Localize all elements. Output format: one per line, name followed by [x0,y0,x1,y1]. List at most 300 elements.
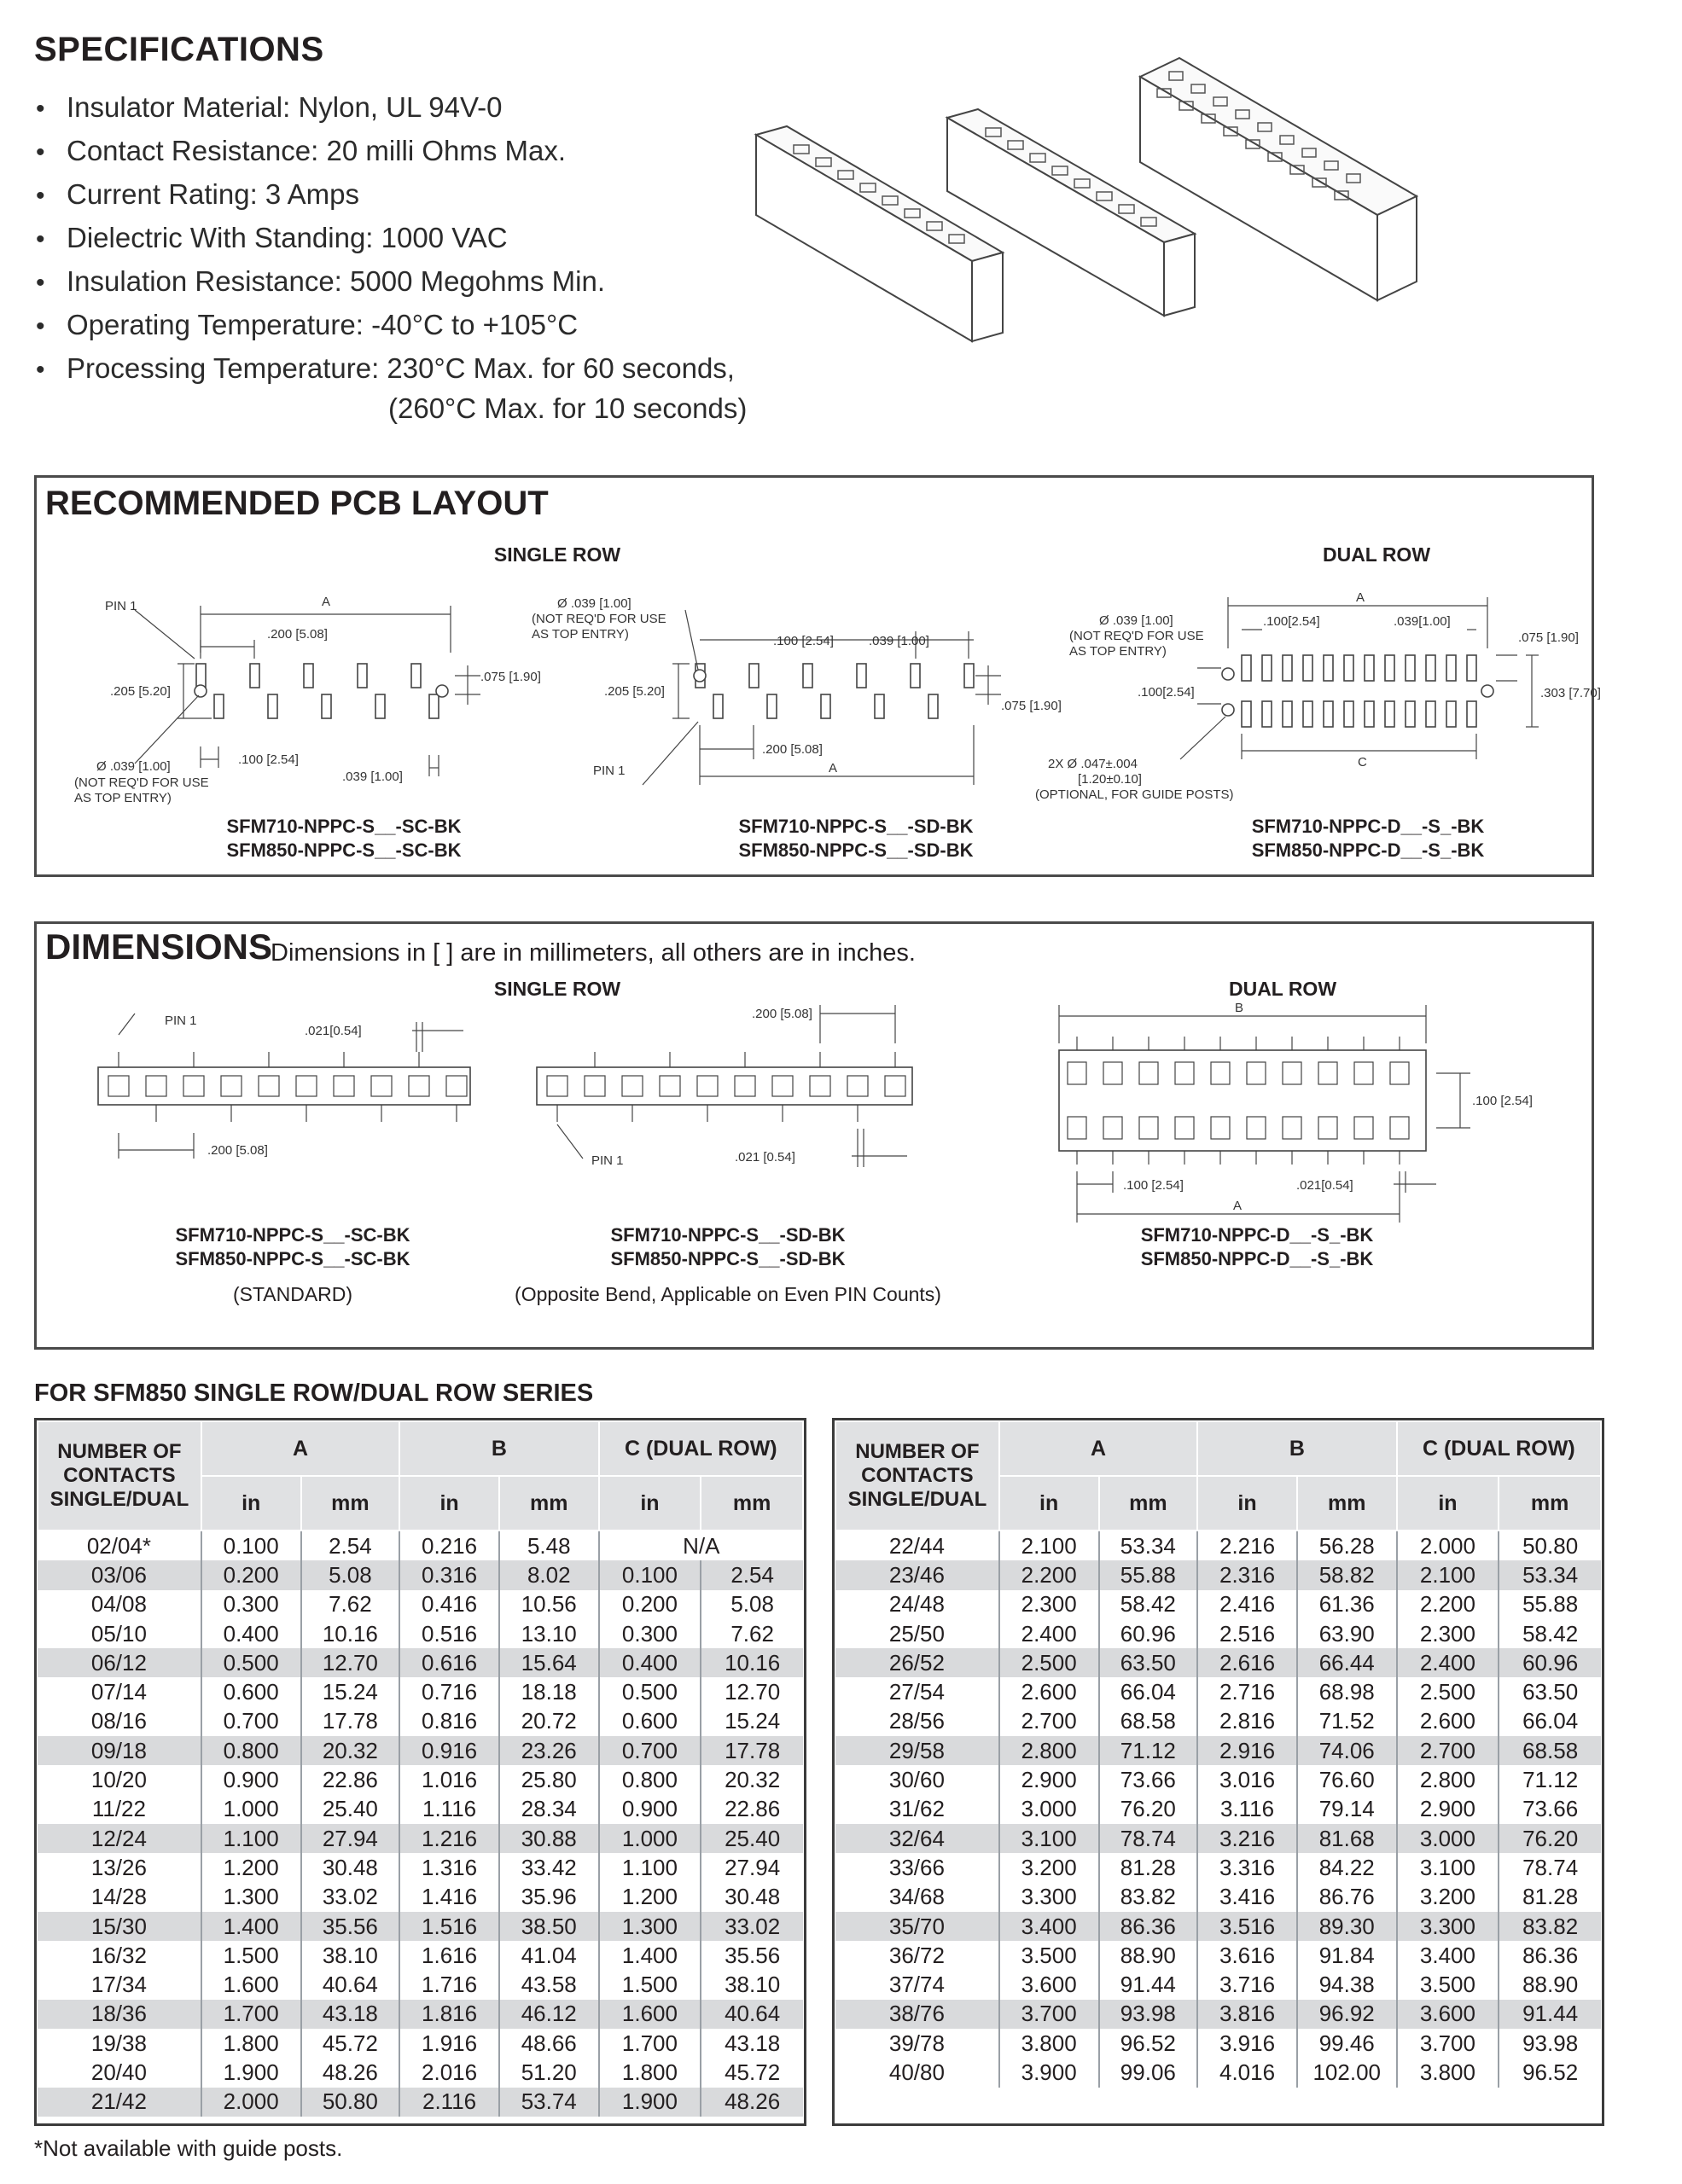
table-cell: 36/72 [888,1942,945,1968]
table-cell: 2.54 [701,1560,803,1589]
table-cell: 96.52 [1099,2029,1198,2058]
table-cell: 91.44 [1099,1970,1198,1999]
table-cell: 40.64 [301,1970,400,1999]
spec-item-text: Insulator Material: Nylon, UL 94V-0 [67,91,503,123]
left-header-c: C (DUAL ROW) [599,1421,803,1476]
table-cell: 50.80 [1499,1531,1601,1560]
table-cell: 10/20 [90,1767,147,1793]
table-cell: 94.38 [1297,1970,1397,1999]
table-cell: 2.416 [1197,1590,1297,1619]
right-header-b-mm: mm [1297,1476,1397,1531]
table-row [835,1648,1601,1677]
dim-d1-caption-2: SFM850-NPPC-S__-SC-BK [175,1248,410,1269]
table-cell: 78.74 [1499,1853,1601,1882]
right-header-c-mm: mm [1499,1476,1601,1531]
pcb-d1-pin1: PIN 1 [105,599,137,613]
table-cell: 60.96 [1499,1648,1601,1677]
table-cell: 12.70 [701,1677,803,1706]
table-cell: 66.44 [1297,1648,1397,1677]
table-cell: 2.400 [1397,1648,1499,1677]
table-cell: 41.04 [499,1941,599,1970]
table-cell: 2.900 [999,1765,1099,1794]
table-row [38,1648,803,1677]
table-cell: 18.18 [499,1677,599,1706]
pcb-layout-panel [34,475,1601,877]
table-cell: 3.500 [1397,1970,1499,1999]
table-cell: 48.26 [701,2088,803,2117]
left-header-b: B [399,1421,598,1476]
table-cell: 28.34 [499,1795,599,1824]
table-cell: 3.016 [1197,1765,1297,1794]
pcb-diagram-single-sd [532,596,1062,785]
dim-d3-dim-100: .100 [2.54] [1472,1094,1533,1108]
table-cell: 7.62 [701,1619,803,1648]
table-cell: 3.100 [1397,1853,1499,1882]
table-cell: 99.46 [1297,2029,1397,2058]
table-cell: 0.800 [599,1765,701,1794]
table-cell: 31/62 [888,1796,945,1822]
table-cell: 02/04* [86,1532,151,1559]
pcb-diagram-single-sc [74,595,541,805]
table-cell: 2.100 [999,1531,1099,1560]
dimensions-dual-row-label: DUAL ROW [1228,978,1337,1000]
table-row [835,2000,1601,2029]
table-cell: 38.10 [301,1941,400,1970]
table-row [38,1853,803,1882]
table-cell: 73.66 [1499,1795,1601,1824]
pcb-diagram-dual [1035,590,1601,802]
left-header-b-in: in [399,1476,499,1531]
table-cell: 63.50 [1499,1677,1601,1706]
table-cell: 73.66 [1099,1765,1198,1794]
table-cell: 45.72 [301,2029,400,2058]
table-cell: 12.70 [301,1648,400,1677]
left-spec-table [37,1420,804,2117]
table-footnote: *Not available with guide posts. [34,2135,343,2161]
table-cell: 1.800 [201,2029,301,2058]
bullet-icon: • [36,225,45,253]
table-row [38,1912,803,1941]
table-cell: 0.216 [399,1531,499,1560]
table-cell: 3.716 [1197,1970,1297,1999]
pcb-d3-dim-039: .039[1.00] [1394,614,1451,629]
dim-d1-dim-200: .200 [5.08] [207,1143,268,1158]
bullet-icon: • [36,95,45,123]
table-row [38,1941,803,1970]
table-cell: 0.916 [399,1736,499,1765]
table-cell: 3.116 [1197,1795,1297,1824]
table-cell: 30/60 [888,1767,945,1793]
table-cell: 53.34 [1499,1560,1601,1589]
pcb-d2-caption-1: SFM710-NPPC-S__-SD-BK [738,816,974,837]
pcb-d3-hole-note2: AS TOP ENTRY) [1069,644,1167,659]
table-cell: 38.50 [499,1912,599,1941]
pcb-d3-guide3: (OPTIONAL, FOR GUIDE POSTS) [1035,787,1234,802]
table-row [38,1824,803,1853]
table-cell: 15.24 [301,1677,400,1706]
bullet-icon: • [36,269,45,297]
table-cell: 3.800 [1397,2058,1499,2087]
pcb-d3-caption-2: SFM850-NPPC-D__-S_-BK [1251,839,1485,861]
table-cell: 25.40 [301,1795,400,1824]
bullet-icon: • [36,138,45,166]
dim-d3-dim-021: .021[0.54] [1296,1178,1353,1193]
table-cell: 68.98 [1297,1677,1397,1706]
dim-d3-dim-b: B [1235,1001,1244,1015]
table-cell: 30.48 [301,1853,400,1882]
table-cell: 2.000 [201,2088,301,2117]
table-cell: 03/06 [38,1560,201,1589]
left-header-a-mm: mm [301,1476,400,1531]
table-cell: 1.100 [201,1824,301,1853]
pcb-d1-caption [190,815,498,863]
pcb-d3-dim-100: .100[2.54] [1263,614,1320,629]
table-cell: 3.616 [1197,1941,1297,1970]
pcb-d3-dim-a: A [1356,590,1365,605]
table-cell: 32/64 [835,1824,999,1853]
dim-diagram-dual [1059,1001,1533,1223]
table-cell: 40/80 [888,2059,945,2085]
table-cell: 55.88 [1099,1560,1198,1589]
pcb-d2-dim-039: .039 [1.00] [869,634,929,648]
table-cell: 35.96 [499,1883,599,1912]
bullet-icon: • [36,356,45,384]
table-cell: 1.500 [201,1941,301,1970]
table-cell: 3.300 [999,1883,1099,1912]
table-cell: 38/76 [835,2000,999,2029]
spec-item [36,216,735,259]
table-cell: 1.216 [399,1824,499,1853]
table-cell: 29/58 [835,1736,999,1765]
spec-item-text: Insulation Resistance: 5000 Megohms Min. [67,265,605,297]
table-cell: 0.900 [599,1795,701,1824]
table-cell: 56.28 [1297,1531,1397,1560]
bullet-icon: • [36,312,45,340]
table-cell: 2.800 [1397,1765,1499,1794]
pcb-d3-caption-1: SFM710-NPPC-D__-S_-BK [1251,816,1485,837]
table-cell: 22.86 [701,1795,803,1824]
table-cell: 48.66 [499,2029,599,2058]
table-cell: 81.68 [1297,1824,1397,1853]
table-cell: 22/44 [888,1532,945,1559]
table-cell: 58.82 [1297,1560,1397,1589]
table-cell: 63.90 [1297,1619,1397,1648]
table-cell: 2.016 [399,2058,499,2087]
table-cell: 16/32 [90,1942,147,1968]
table-cell: 0.500 [599,1677,701,1706]
table-row [835,1619,1601,1648]
table-cell: 3.200 [999,1853,1099,1882]
table-cell: 74.06 [1297,1736,1397,1765]
pcb-d2-pin1: PIN 1 [593,764,626,778]
dim-d1-note: (STANDARD) [232,1283,353,1305]
dim-d3-dim-100b: .100 [2.54] [1123,1178,1184,1193]
table-row [835,1707,1601,1736]
connector-illustration [742,51,1442,358]
table-cell: 3.800 [999,2029,1099,2058]
pcb-d2-hole-note2: AS TOP ENTRY) [532,627,629,642]
table-cell: 53.34 [1099,1531,1198,1560]
table-cell: N/A [599,1531,803,1560]
table-cell: 24/48 [888,1591,945,1618]
table-cell: 2.316 [1197,1560,1297,1589]
table-cell: 0.716 [399,1677,499,1706]
table-cell: 81.28 [1499,1883,1601,1912]
table-cell: 0.600 [599,1707,701,1736]
dimensions-title: DIMENSIONS [45,926,273,967]
table-cell: 0.800 [201,1736,301,1765]
table-cell: 04/08 [90,1591,147,1618]
pcb-d1-caption-1: SFM710-NPPC-S__-SC-BK [226,816,462,837]
table-cell: 20.32 [701,1765,803,1794]
pcb-d1-dim-075: .075 [1.90] [480,670,541,684]
pcb-d1-caption-2: SFM850-NPPC-S__-SC-BK [226,839,462,861]
pcb-d1-hole-note2: AS TOP ENTRY) [74,791,172,805]
table-cell: 10.56 [499,1590,599,1619]
table-cell: 2.000 [1397,1531,1499,1560]
table-cell: 14/28 [90,1884,147,1910]
right-header-c: C (DUAL ROW) [1397,1421,1601,1476]
table-cell: 1.200 [599,1883,701,1912]
table-cell: 3.300 [1397,1912,1499,1941]
table-row [835,1824,1601,1853]
table-row [38,1795,803,1824]
table-cell: 1.300 [201,1883,301,1912]
table-cell: 13/26 [90,1854,147,1880]
table-cell: 1.616 [399,1941,499,1970]
pcb-single-row-label: SINGLE ROW [493,543,621,566]
pcb-d1-dim-039: .039 [1.00] [342,770,403,784]
pcb-d1-hole-note1: (NOT REQ'D FOR USE [74,775,209,790]
table-cell: 1.300 [599,1912,701,1941]
table-cell: 22.86 [301,1765,400,1794]
pcb-dual-row-label: DUAL ROW [1322,543,1431,566]
table-cell: 96.52 [1499,2058,1601,2087]
left-header-a-in: in [201,1476,301,1531]
table-cell: 1.800 [599,2058,701,2087]
dim-d2-caption-1: SFM710-NPPC-S__-SD-BK [610,1224,846,1246]
table-cell: 25.80 [499,1765,599,1794]
table-cell: 2.600 [999,1677,1099,1706]
table-cell: 1.316 [399,1853,499,1882]
dim-d3-dim-a: A [1233,1199,1243,1213]
pcb-d3-dim-100b: .100[2.54] [1138,685,1195,700]
table-cell: 26/52 [835,1648,999,1677]
table-cell: 46.12 [499,2000,599,2029]
table-cell: 1.900 [599,2088,701,2117]
pcb-d2-dim-a: A [829,761,838,775]
table-cell: 19/38 [90,2030,147,2056]
table-cell: 20.72 [499,1707,599,1736]
left-header-c-in: in [599,1476,701,1531]
table-cell: 3.700 [1397,2029,1499,2058]
table-cell: 3.600 [1397,2000,1499,2029]
table-row [835,1765,1601,1794]
table-row [38,2000,803,2029]
table-cell: 0.516 [399,1619,499,1648]
table-row [835,1883,1601,1912]
table-cell: 39/78 [888,2030,945,2056]
table-cell: 45.72 [701,2058,803,2087]
table-cell: 33/66 [888,1854,945,1880]
specifications-title: SPECIFICATIONS [34,31,324,68]
pcb-d3-dim-303: .303 [7.70] [1540,686,1601,700]
table-cell: 43.18 [301,2000,400,2029]
table-row [835,1912,1601,1941]
table-cell: 1.100 [599,1853,701,1882]
spec-item-text: Operating Temperature: -40°C to +105°C [67,309,579,340]
table-cell: 2.500 [1397,1677,1499,1706]
table-cell: 2.200 [999,1560,1099,1589]
table-cell: 27/54 [888,1679,945,1705]
pcb-d3-guide2: [1.20±0.10] [1078,772,1142,787]
pcb-d3-hole-note1: (NOT REQ'D FOR USE [1069,629,1204,643]
table-cell: 35/70 [835,1912,999,1941]
table-cell: 76.20 [1099,1795,1198,1824]
left-header-c-mm: mm [701,1476,803,1531]
table-row [38,2029,803,2058]
spec-continuation: (260°C Max. for 10 seconds) [388,392,748,424]
table-cell: 30.48 [701,1883,803,1912]
left-header-b-mm: mm [499,1476,599,1531]
dim-d1-pin1: PIN 1 [165,1014,197,1028]
spec-item-text: Contact Resistance: 20 milli Ohms Max. [67,135,567,166]
table-cell: 23/46 [835,1560,999,1589]
pcb-d2-dim-100: .100 [2.54] [773,634,834,648]
pcb-d1-dim-100: .100 [2.54] [238,752,299,767]
table-cell: 2.54 [301,1531,400,1560]
table-cell: 10.16 [301,1619,400,1648]
table-row [38,1531,803,1560]
table-cell: 15/30 [38,1912,201,1941]
table-row [835,1560,1601,1589]
table-cell: 1.200 [201,1853,301,1882]
table-row [835,1677,1601,1706]
dim-d2-pin1: PIN 1 [591,1153,624,1168]
table-cell: 0.200 [201,1560,301,1589]
table-cell: 102.00 [1297,2058,1397,2087]
spec-item [36,346,735,390]
table-row [38,1736,803,1765]
table-cell: 1.916 [399,2029,499,2058]
table-cell: 38.10 [701,1970,803,1999]
table-cell: 23.26 [499,1736,599,1765]
table-cell: 66.04 [1099,1677,1198,1706]
table-cell: 66.04 [1499,1707,1601,1736]
table-cell: 83.82 [1099,1883,1198,1912]
table-cell: 1.016 [399,1765,499,1794]
table-cell: 15.24 [701,1707,803,1736]
table-cell: 71.12 [1499,1765,1601,1794]
pcb-d3-caption [1214,815,1522,863]
table-cell: 5.48 [499,1531,599,1560]
pcb-d2-dim-200: .200 [5.08] [762,742,823,757]
table-cell: 1.700 [201,2000,301,2029]
table-cell: 21/42 [38,2088,201,2117]
dim-d3-caption-2: SFM850-NPPC-D__-S_-BK [1140,1248,1374,1269]
table-cell: 2.900 [1397,1795,1499,1824]
table-cell: 58.42 [1099,1590,1198,1619]
table-cell: 07/14 [90,1679,147,1705]
dim-d2-dim-200: .200 [5.08] [752,1007,812,1021]
table-row [38,2088,803,2117]
table-cell: 09/18 [38,1736,201,1765]
dim-d1-caption-1: SFM710-NPPC-S__-SC-BK [175,1224,410,1246]
pcb-d3-dim-075: .075 [1.90] [1518,630,1579,645]
table-cell: 1.000 [599,1824,701,1853]
table-cell: 33.02 [301,1883,400,1912]
spec-item-text: Current Rating: 3 Amps [67,178,359,210]
pcb-d2-dim-075: .075 [1.90] [1001,699,1062,713]
table-cell: 40.64 [701,2000,803,2029]
table-cell: 63.50 [1099,1648,1198,1677]
table-cell: 8.02 [499,1560,599,1589]
table-cell: 2.616 [1197,1648,1297,1677]
table-cell: 1.000 [201,1795,301,1824]
table-cell: 1.716 [399,1970,499,1999]
table-cell: 06/12 [38,1648,201,1677]
table-cell: 88.90 [1099,1941,1198,1970]
dimensions-subtitle: Dimensions in [ ] are in millimeters, all others are in inches. [271,939,916,967]
table-cell: 3.816 [1197,2000,1297,2029]
spec-item-text: Dielectric With Standing: 1000 VAC [67,222,508,253]
table-cell: 68.58 [1499,1736,1601,1765]
table-cell: 2.100 [1397,1560,1499,1589]
table-cell: 93.98 [1099,2000,1198,2029]
table-cell: 3.916 [1197,2029,1297,2058]
table-cell: 0.316 [399,1560,499,1589]
table-cell: 0.816 [399,1707,499,1736]
table-cell: 61.36 [1297,1590,1397,1619]
table-row [835,1531,1601,1560]
table-cell: 81.28 [1099,1853,1198,1882]
table-cell: 2.400 [999,1619,1099,1648]
table-cell: 5.08 [701,1590,803,1619]
table-cell: 86.36 [1499,1941,1601,1970]
dim-d2-note: (Opposite Bend, Applicable on Even PIN Counts) [515,1283,941,1305]
table-cell: 05/10 [90,1620,147,1647]
table-cell: 2.800 [999,1736,1099,1765]
table-cell: 3.000 [1397,1824,1499,1853]
table-cell: 0.616 [399,1648,499,1677]
spec-item [36,129,735,172]
table-cell: 08/16 [90,1708,147,1734]
table-row [38,1560,803,1589]
table-cell: 1.400 [599,1941,701,1970]
table-cell: 2.116 [399,2088,499,2117]
table-cell: 0.300 [599,1619,701,1648]
right-header-contacts: NUMBER OF CONTACTS SINGLE/DUAL [835,1421,999,1531]
table-cell: 48.26 [301,2058,400,2087]
right-header-b-in: in [1197,1476,1297,1531]
table-cell: 88.90 [1499,1970,1601,1999]
dim-d1-caption [139,1223,446,1271]
dim-d2-caption-2: SFM850-NPPC-S__-SD-BK [610,1248,846,1269]
table-cell: 84.22 [1297,1853,1397,1882]
table-cell: 68.58 [1099,1707,1198,1736]
table-row [38,1619,803,1648]
table-row [835,1970,1601,1999]
table-row [38,2058,803,2087]
table-cell: 91.44 [1499,2000,1601,2029]
table-cell: 2.816 [1197,1707,1297,1736]
table-cell: 96.92 [1297,2000,1397,2029]
pcb-d1-dim-205: .205 [5.20] [110,684,171,699]
table-cell: 25/50 [888,1620,945,1647]
table-cell: 7.62 [301,1590,400,1619]
table-cell: 3.416 [1197,1883,1297,1912]
table-cell: 0.400 [201,1619,301,1648]
